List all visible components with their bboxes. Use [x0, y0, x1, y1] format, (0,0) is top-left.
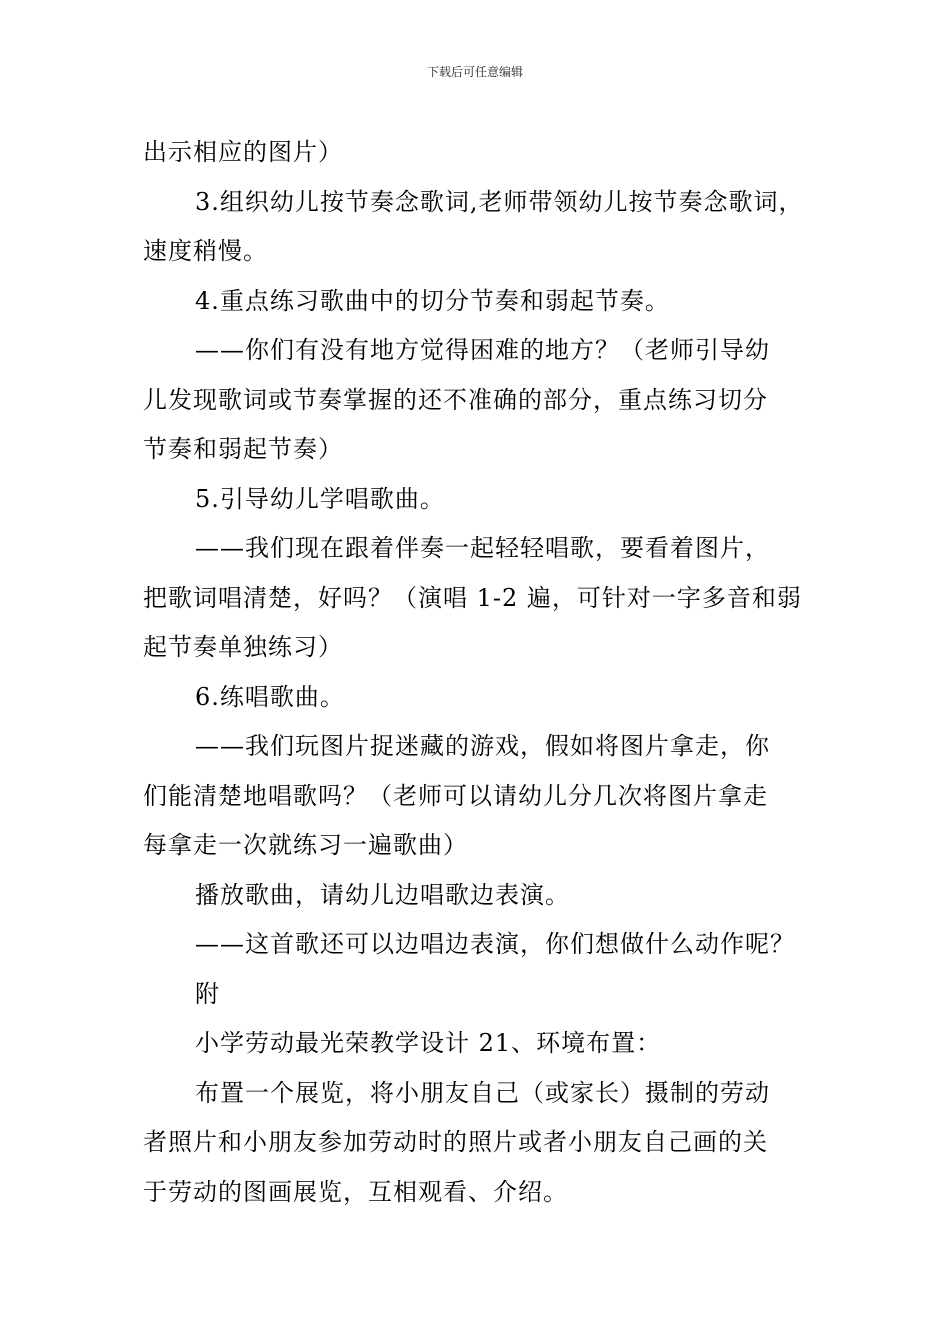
text-line: 把歌词唱清楚，好吗？（演唱 1-2 遍，可针对一字多音和弱 [143, 583, 802, 612]
text-line: 3.组织幼儿按节奏念歌词,老师带领幼儿按节奏念歌词， [195, 187, 804, 216]
text-line: ——这首歌还可以边唱边表演，你们想做什么动作呢？ [195, 930, 795, 958]
text-line: 儿发现歌词或节奏掌握的还不准确的部分，重点练习切分 [143, 385, 768, 414]
text-line: 4.重点练习歌曲中的切分节奏和弱起节奏。 [195, 286, 670, 315]
text-line: 于劳动的图画展览，互相观看、介绍。 [143, 1177, 568, 1206]
text-line: 6.练唱歌曲。 [195, 682, 345, 711]
text-line: 播放歌曲，请幼儿边唱歌边表演。 [195, 880, 570, 909]
text-line: 布置一个展览，将小朋友自己（或家长）摄制的劳动 [195, 1078, 770, 1107]
text-line: 每拿走一次就练习一遍歌曲） [143, 831, 468, 859]
text-line: 出示相应的图片） [143, 138, 343, 166]
page-header: 下载后可任意编辑 [426, 65, 523, 79]
text-line: 小学劳动最光荣教学设计 21、环境布置： [195, 1029, 662, 1057]
text-line: 节奏和弱起节奏） [143, 435, 343, 463]
text-line: 起节奏单独练习） [143, 633, 343, 661]
text-line: ——你们有没有地方觉得困难的地方？（老师引导幼 [195, 336, 770, 364]
text-line: ——我们玩图片捉迷藏的游戏，假如将图片拿走，你 [195, 732, 770, 760]
text-line: 者照片和小朋友参加劳动时的照片或者小朋友自己画的关 [143, 1128, 768, 1156]
text-line: ——我们现在跟着伴奏一起轻轻唱歌，要看着图片， [195, 534, 770, 562]
text-line: 5.引导幼儿学唱歌曲。 [195, 484, 445, 513]
document-body [143, 128, 823, 1217]
text-line: 附 [195, 979, 220, 1008]
text-line: 速度稍慢。 [143, 237, 268, 265]
text-line: 们能清楚地唱歌吗？（老师可以请幼儿分几次将图片拿走 [143, 781, 768, 810]
